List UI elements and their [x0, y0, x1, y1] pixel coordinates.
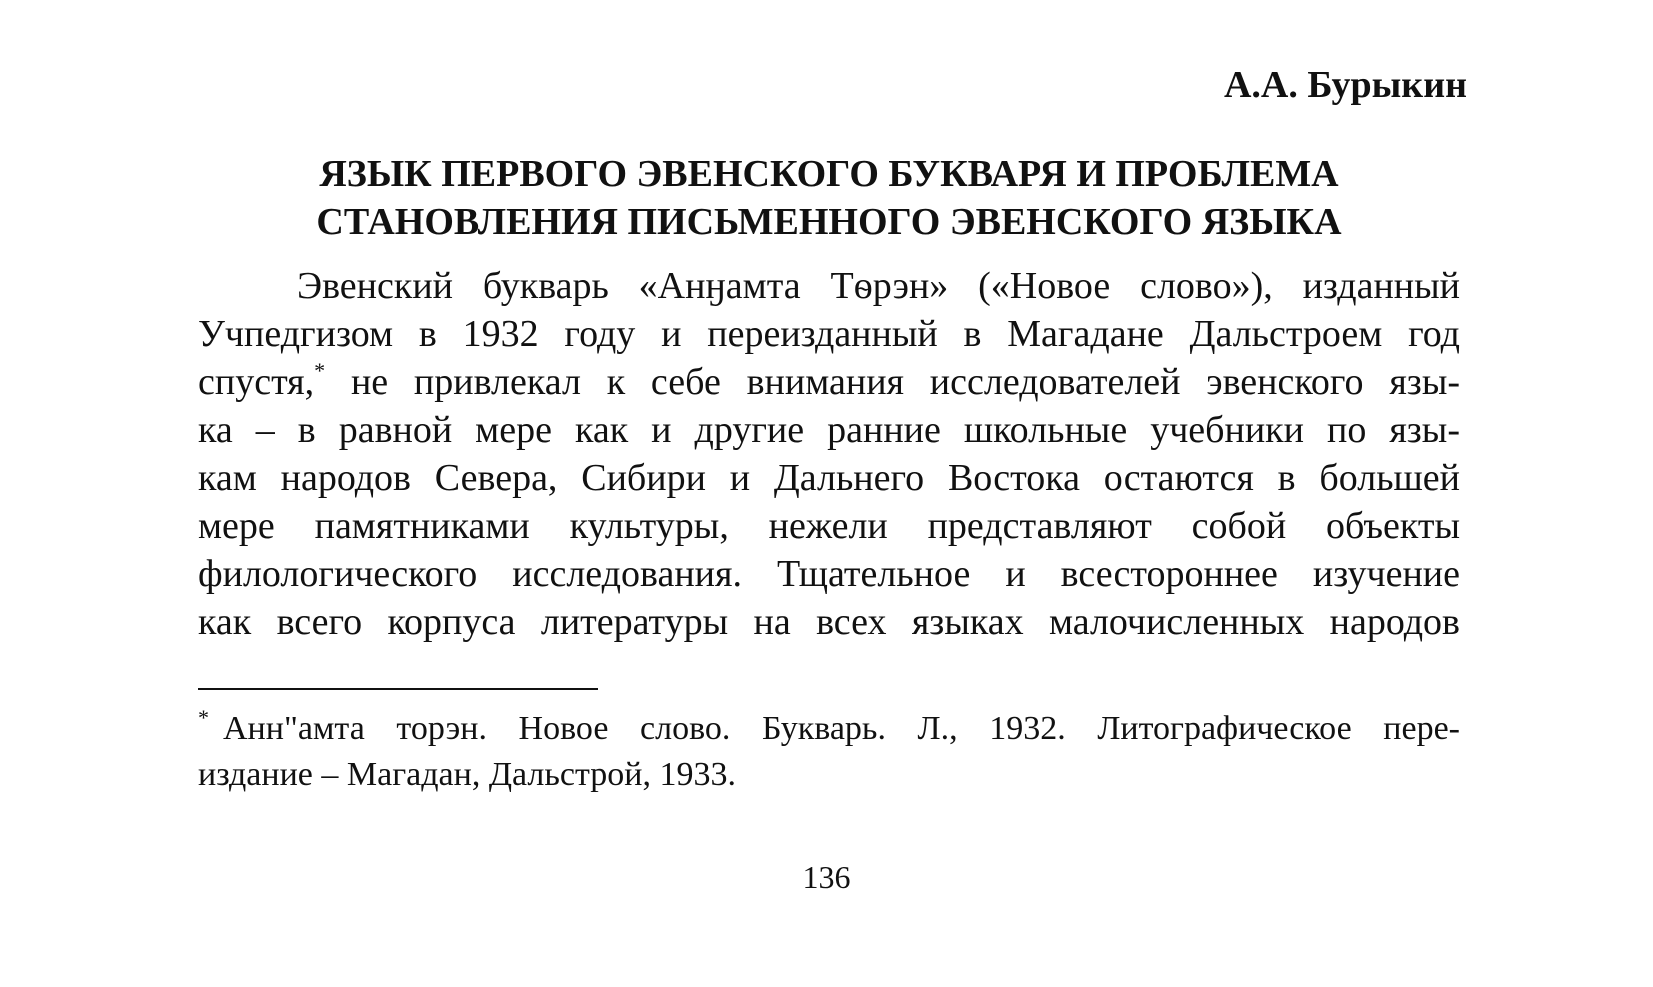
article-title	[198, 150, 1460, 246]
body-line	[198, 358, 1460, 406]
body-line: как всего корпуса литературы на всех языках малочисленных народов	[198, 601, 1460, 643]
body-line-fragment: не привлекал к себе внимания исследователей эвенского язы-	[350, 361, 1460, 403]
body-line: филологического исследования. Тщательное и всестороннее изучение	[198, 553, 1460, 595]
body-line: Учпедгизом в 1932 году и переизданный в Магадане Дальстроем год	[198, 313, 1460, 355]
author-name: А.А. Бурыкин	[1223, 64, 1467, 106]
title-line: ЯЗЫК ПЕРВОГО ЭВЕНСКОГО БУКВАРЯ И ПРОБЛЕМА	[319, 153, 1339, 195]
footnote-separator	[198, 688, 598, 690]
footnote-reference: *	[314, 358, 326, 383]
body-line: Эвенский букварь «Анӈамта Тѳрэн» («Новое слово»), изданный	[297, 265, 1460, 307]
footnote-mark: *	[198, 705, 209, 730]
body-line: кам народов Севера, Сибири и Дальнего Востока остаются в большей	[198, 457, 1460, 499]
body-line: ка – в равной мере как и другие ранние школьные учебники по язы-	[198, 409, 1460, 451]
body-line: мере памятниками культуры, нежели представляют собой объекты	[198, 505, 1460, 547]
page-number: 136	[802, 859, 851, 895]
body-text	[198, 262, 1460, 646]
footnote-text: Анн"амта торэн. Новое слово. Букварь. Л., 1932. Литографическое пере-	[223, 710, 1460, 747]
footnote	[198, 706, 1460, 798]
footnote-line	[198, 706, 1460, 752]
body-line-fragment: спустя,	[198, 361, 315, 403]
title-line: СТАНОВЛЕНИЯ ПИСЬМЕННОГО ЭВЕНСКОГО ЯЗЫКА	[316, 201, 1342, 243]
footnote-line: издание – Магадан, Дальстрой, 1933.	[198, 756, 736, 793]
